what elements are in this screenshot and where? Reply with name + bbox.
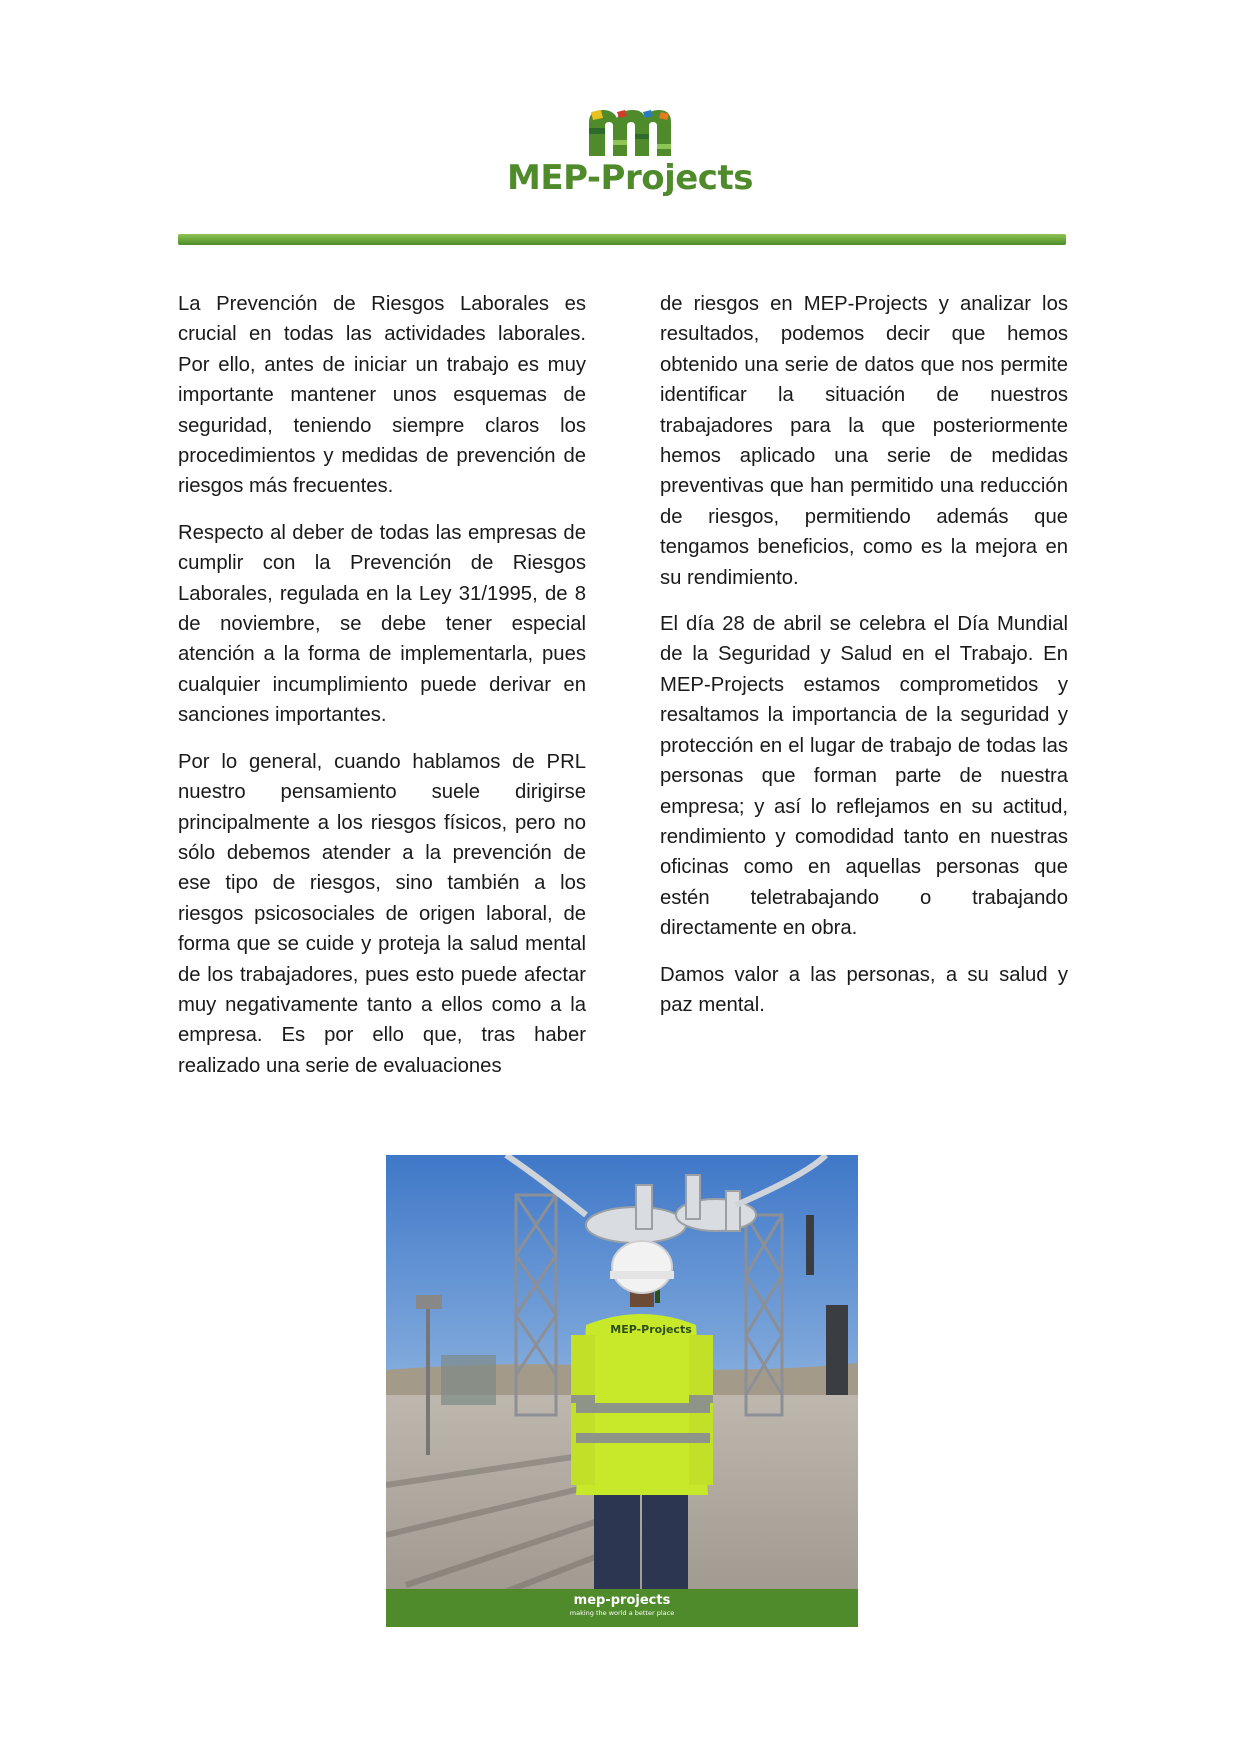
article-paragraph: La Prevención de Riesgos Laborales es crucial en todas las actividades laborales. Por ello, antes de iniciar un trabajo es muy importante mantener unos esquemas de seguridad, teniendo siempre claros los procedimientos y medidas de prevención de riesgos más frecuentes. <box>178 293 586 498</box>
article-paragraph: El día 28 de abril se celebra el Día Mundial de la Seguridad y Salud en el Trabajo. En MEP-Projects estamos comprometidos y resaltamos la importancia de la seguridad y protección en el lugar de trabajo de todas las personas que forman parte de nuestra empresa; y así lo reflejamos en su actitud, rendimiento y comodidad tanto en nuestras oficinas como en aquellas personas que estén teletrabajando o trabajando directamente en obra. <box>660 613 1068 940</box>
jacket-logo-text: MEP-Projects <box>610 1323 692 1336</box>
article-paragraph: Por lo general, cuando hablamos de PRL nuestro pensamiento suele dirigirse principalmente a los riesgos físicos, pero no sólo debemos atender a la prevención de ese tipo de riesgos, sino también a los riesgos psicosociales de origen laboral, de forma que se cuide y proteja la salud mental de los trabajadores, pues esto puede afectar muy negativamente tanto a ellos como a la empresa. Es por ello que, tras haber realizado una serie de evaluaciones <box>178 750 586 1077</box>
company-logo <box>480 100 780 205</box>
photo-footer-banner <box>386 1589 858 1627</box>
article-paragraph: Respecto al deber de todas las empresas de cumplir con la Prevención de Riesgos Laborales, regulada en la Ley 31/1995, de 8 de noviembre, se debe tener especial atención a la forma de implementarla, pues cualquier incumplimiento puede derivar en sanciones importantes. <box>178 521 586 727</box>
article-paragraph: Damos valor a las personas, a su salud y paz mental. <box>660 963 1068 1016</box>
photo-illustration <box>386 1155 858 1627</box>
brand-name: MEP-Projects <box>507 158 753 198</box>
article-left-column <box>178 289 586 1097</box>
mep-m-logo-icon <box>583 104 677 158</box>
article-paragraph: de riesgos en MEP-Projects y analizar los resultados, podemos decir que hemos obtenido una serie de datos que nos permite identificar la situación de nuestros trabajadores para la que posteriormente hemos aplicado una serie de medidas preventivas que han permitido una reducción de riesgos, permitiendo además que tengamos beneficios, como es la mejora en su rendimiento. <box>660 293 1068 589</box>
header-divider <box>178 234 1066 245</box>
article-right-column <box>660 289 1068 1036</box>
footer-brand: mep-projects <box>573 1593 671 1608</box>
footer-tagline: making the world a better place <box>569 1609 675 1617</box>
substation-worker-photo <box>386 1155 858 1627</box>
